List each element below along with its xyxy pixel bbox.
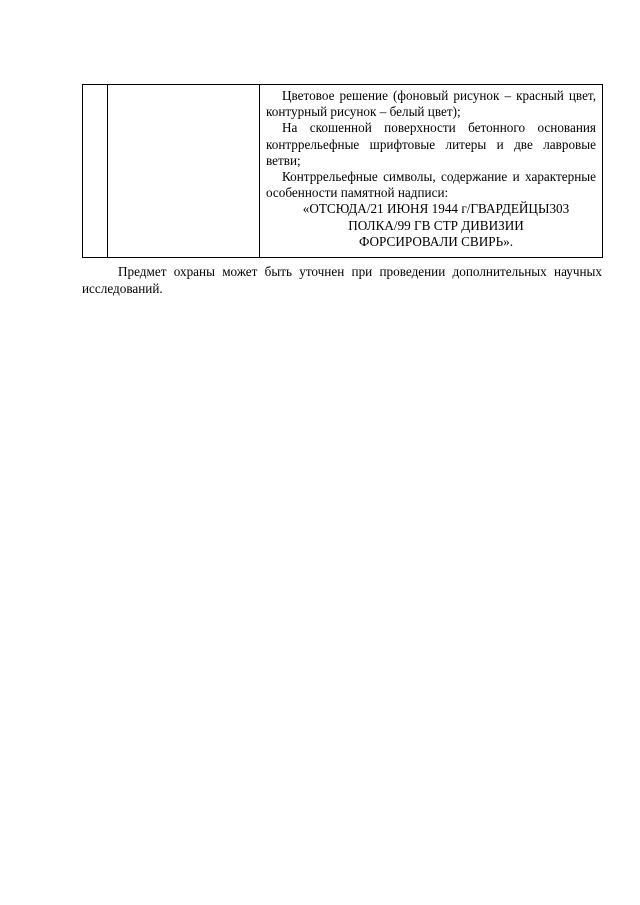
inscription-line-3: ФОРСИРОВАЛИ СВИРЬ». bbox=[358, 233, 514, 249]
symbols-paragraph: Контррельефные символы, содержание и характерные особенности памятной надписи: bbox=[266, 169, 596, 201]
table-cell-description bbox=[260, 85, 603, 258]
table-cell-number bbox=[83, 85, 108, 258]
inscription-line-1: «ОТСЮДА/21 ИЮНЯ 1944 г/ГВАРДЕЙЦЫ303 bbox=[302, 201, 570, 217]
inscription-surface-paragraph: На скошенной поверхности бетонного основания контррельефные шрифтовые литеры и две лавровые ветви; bbox=[266, 120, 596, 168]
color-solution-paragraph: Цветовое решение (фоновый рисунок – красный цвет, контурный рисунок – белый цвет); bbox=[266, 88, 596, 120]
protection-note-paragraph: Предмет охраны может быть уточнен при проведении дополнительных научных исследований. bbox=[82, 264, 602, 296]
table-row bbox=[83, 85, 603, 258]
protection-subject-table bbox=[82, 84, 603, 258]
inscription-line-2: ПОЛКА/99 ГВ СТР ДИВИЗИИ bbox=[348, 217, 524, 233]
table-cell-subject bbox=[108, 85, 260, 258]
